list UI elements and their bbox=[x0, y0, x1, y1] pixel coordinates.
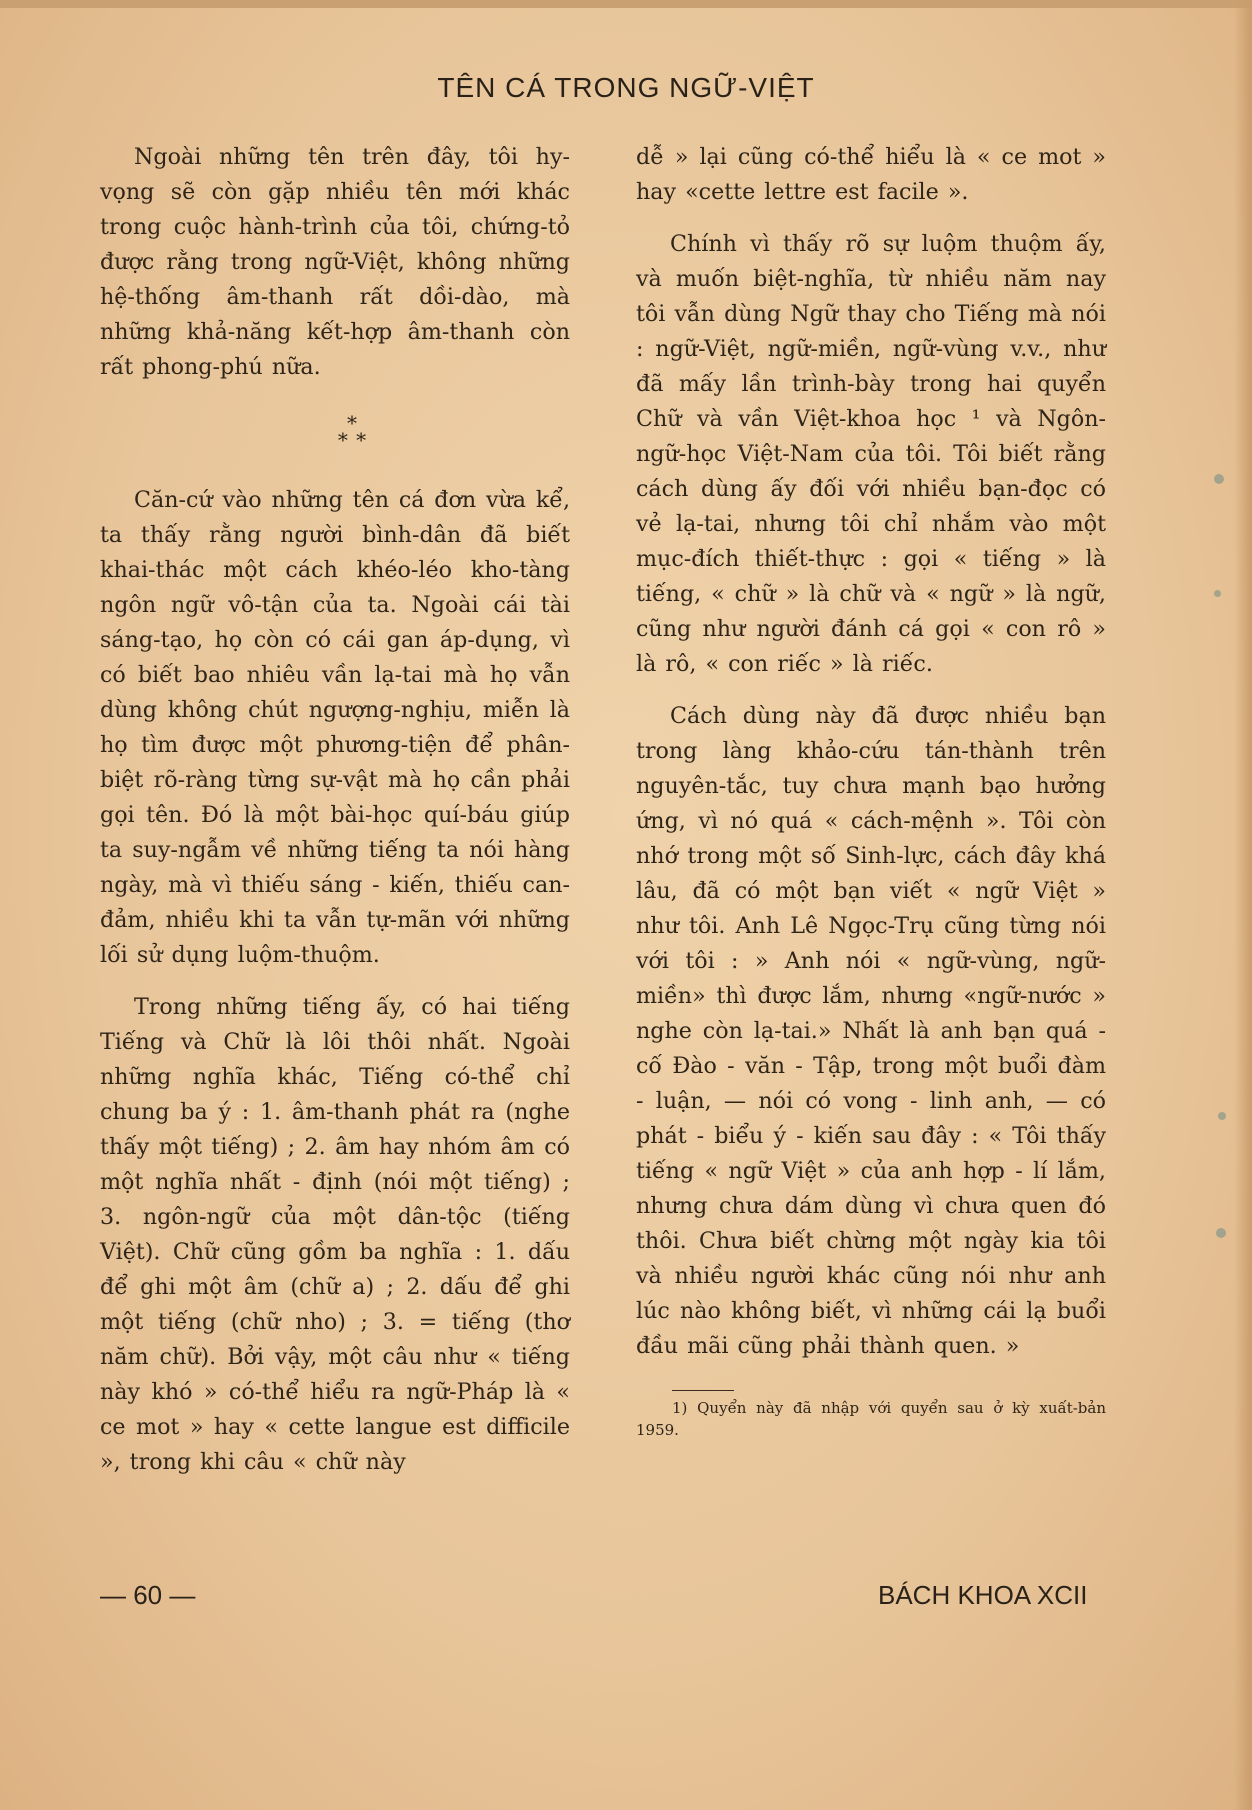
footnote-rule bbox=[672, 1390, 734, 1391]
paragraph-continuation: dễ » lại cũng có-thể hiểu là « ce mot » hay «cette lettre est facile ». bbox=[636, 144, 1106, 205]
paragraph-intro: Ngoài những tên trên đây, tôi hy-vọng sẽ còn gặp nhiều tên mới khác trong cuộc hành-trình của tôi, chứng-tỏ được rằng trong ngữ-Việt, không những hệ-thống âm-thanh rất dồi-dào, mà những khả-năng kết-hợp âm-thanh còn rất phong-phú nữa. bbox=[100, 144, 570, 380]
right-column bbox=[636, 140, 1106, 1441]
binding-hole-mark bbox=[1214, 590, 1221, 597]
paragraph-tieng-chu: Trong những tiếng ấy, có hai tiếng Tiếng và Chữ là lôi thôi nhất. Ngoài những nghĩa khác, Tiếng có-thể chỉ chung ba ý : 1. âm-thanh phát ra (nghe thấy một tiếng) ; 2. âm hay nhóm âm có một nghĩa nhất - định (nói một tiếng) ; 3. ngôn-ngữ của một dân-tộc (tiếng Việt). Chữ cũng gồm ba nghĩa : 1. dấu để ghi một âm (chữ a) ; 2. dấu để ghi một tiếng (chữ nho) ; 3. = tiếng (thơ năm chữ). Bởi vậy, một câu như « tiếng này khó » có-thể hiểu ra ngữ-Pháp là « ce mot » hay « cette langue est difficile », trong khi câu « chữ này bbox=[100, 994, 570, 1475]
magazine-issue: BÁCH KHOA XCII bbox=[878, 1580, 1088, 1610]
paragraph-chinh-vi: Chính vì thấy rõ sự luộm thuộm ấy, và muốn biệt-nghĩa, từ nhiều năm nay tôi vẫn dùng Ngữ thay cho Tiếng mà nói : ngữ-Việt, ngữ-miền, ngữ-vùng v.v., như đã mấy lần trình-bày trong hai quyển Chữ và vần Việt-khoa học ¹ và Ngôn-ngữ-học Việt-Nam của tôi. Tôi biết rằng cách dùng ấy đối với nhiều bạn-đọc có vẻ lạ-tai, nhưng tôi chỉ nhắm vào một mục-đích thiết-thực : gọi « tiếng » là tiếng, « chữ » là chữ và « ngữ » là ngữ, cũng như người đánh cá gọi « con rô » là rô, « con riếc » là riếc. bbox=[636, 231, 1106, 677]
page-right-edge bbox=[1234, 0, 1252, 1810]
running-title: TÊN CÁ TRONG NGỮ-VIỆT bbox=[437, 72, 815, 103]
paragraph-can-cu: Căn-cứ vào những tên cá đơn vừa kể, ta thấy rằng người bình-dân đã biết khai-thác một cách khéo-léo kho-tàng ngôn ngữ vô-tận của ta. Ngoài cái tài sáng-tạo, họ còn có cái gan áp-dụng, vì có biết bao nhiêu vần lạ-tai mà họ vẫn dùng không chút ngượng-nghịu, miễn là họ tìm được một phương-tiện để phân-biệt rõ-ràng từng sự-vật mà họ cần phải gọi tên. Đó là một bài-học quí-báu giúp ta suy-ngẫm về những tiếng ta nói hàng ngày, mà vì thiếu sáng - kiến, thiếu can-đảm, nhiều khi ta vẫn tự-mãn với những lối sử dụng luộm-thuộm. bbox=[100, 487, 570, 968]
page-top-edge bbox=[0, 0, 1252, 8]
page-number: — 60 — bbox=[100, 1580, 196, 1610]
binding-hole-mark bbox=[1218, 1112, 1226, 1120]
paragraph-cach-dung: Cách dùng này đã được nhiều bạn trong làng khảo-cứu tán-thành trên nguyên-tắc, tuy chưa mạnh bạo hưởng ứng, vì nó quá « cách-mệnh ». Tôi còn nhớ trong một số Sinh-lực, cách đây khá lâu, đã có một bạn viết « ngữ Việt » như tôi. Anh Lê Ngọc-Trụ cũng từng nói với tôi : » Anh nói « ngữ-vùng, ngữ-miền» thì được lắm, nhưng «ngữ-nước » nghe còn lạ-tai.» Nhất là anh bạn quá - cố Đào - văn - Tập, trong một buổi đàm - luận, — nói có vong - linh anh, — có phát - biểu ý - kiến sau đây : « Tôi thấy tiếng « ngữ Việt » của anh hợp - lí lắm, nhưng chưa dám dùng vì chưa quen đó thôi. Chưa biết chừng một ngày kia tôi và nhiều người khác cũng nói như anh lúc nào không biết, vì những cái lạ buổi đầu mãi cũng phải thành quen. » bbox=[636, 703, 1106, 1359]
section-asterism bbox=[134, 411, 570, 452]
binding-hole-mark bbox=[1214, 474, 1224, 484]
asterism-bottom: * * bbox=[337, 428, 367, 452]
footnote: 1) Quyển này đã nhập với quyển sau ở kỳ xuất-bản 1959. bbox=[636, 1399, 1106, 1439]
binding-hole-mark bbox=[1216, 1228, 1226, 1238]
asterism-top: * bbox=[347, 411, 357, 435]
left-column bbox=[100, 140, 570, 1480]
